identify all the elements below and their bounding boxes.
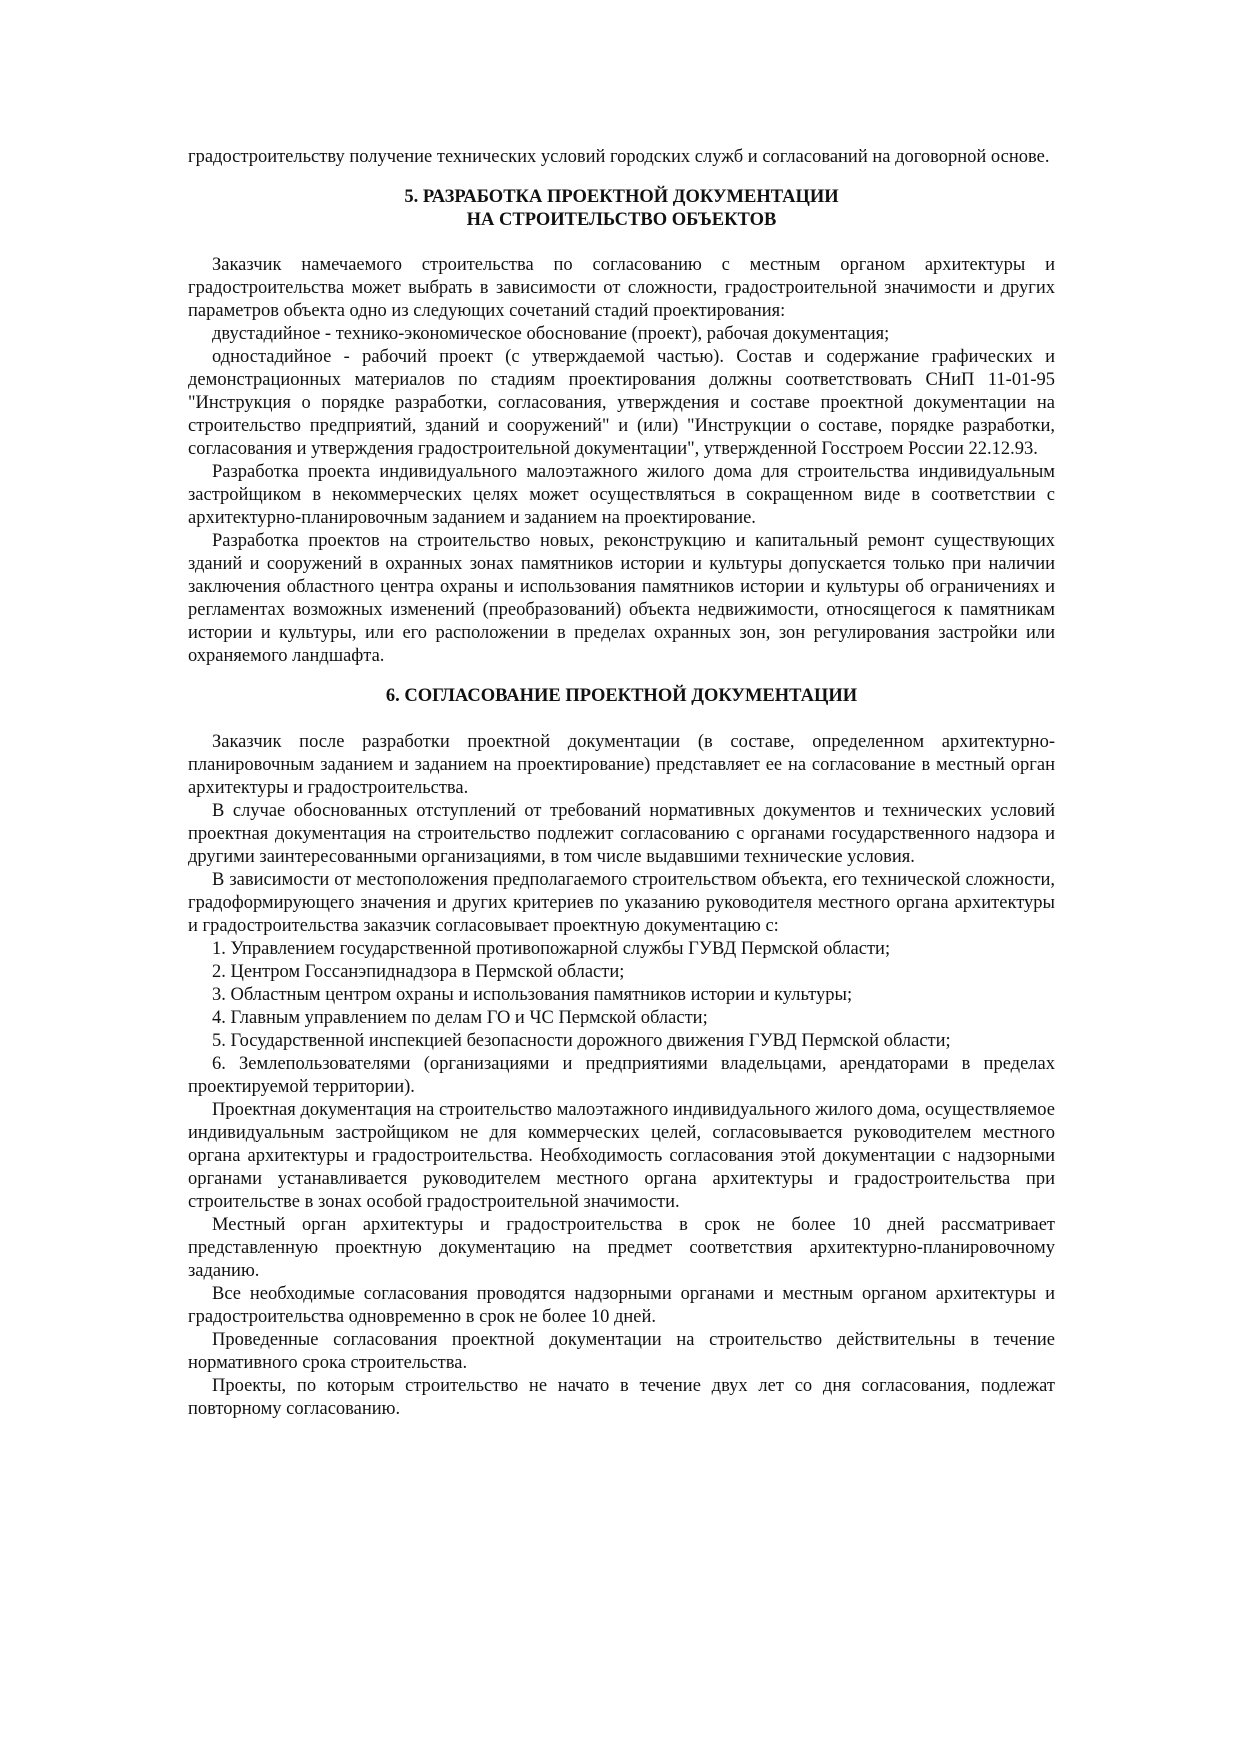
paragraph: двустадийное - технико-экономическое обоснование (проект), рабочая документация; xyxy=(212,324,890,344)
paragraph: Проекты, по которым строительство не начато в течение двух лет со дня согласования, подлежат повторному согласованию. xyxy=(188,1376,1055,1419)
paragraph: В зависимости от местоположения предполагаемого строительством объекта, его технической сложности, градоформирующего значения и других критериев по указанию руководителя местного органа архитектуры и градостроительства заказчик согласовывает проектную документацию с: xyxy=(188,870,1055,936)
paragraph: одностадийное - рабочий проект (с утверждаемой частью). Состав и содержание графических и демонстрационных материалов по стадиям проектирования должны соответствовать СНиП 11-01-95 "Инструкция о порядке разработки, согласования, утверждения и составе проектной документации на строительство предприятий, зданий и сооружений" и (или) "Инструкции о составе, порядке разработки, согласования и утверждения градостроительной документации", утвержденной Госстроем России 22.12.93. xyxy=(188,347,1055,459)
paragraph: Проведенные согласования проектной документации на строительство действительны в течение нормативного срока строительства. xyxy=(188,1330,1055,1373)
paragraph: Разработка проекта индивидуального малоэтажного жилого дома для строительства индивидуальным застройщиком в некоммерческих целях может осуществляться в сокращенном виде в соответствии с архитектурно-планировочным заданием и заданием на проектирование. xyxy=(188,462,1055,528)
list-item: 1. Управлением государственной противопожарной службы ГУВД Пермской области; xyxy=(212,939,891,959)
paragraph: Проектная документация на строительство малоэтажного индивидуального жилого дома, осуществляемое индивидуальным застройщиком не для коммерческих целей, согласовывается руководителем местного органа архитектуры и градостроительства. Необходимость согласования этой документации с надзорными органами устанавливается руководителем местного органа архитектуры и градостроительства при строительстве в зонах особой градостроительной значимости. xyxy=(188,1100,1055,1212)
section-6-title: 6. СОГЛАСОВАНИЕ ПРОЕКТНОЙ ДОКУМЕНТАЦИИ xyxy=(385,686,858,706)
list-item: 3. Областным центром охраны и использования памятников истории и культуры; xyxy=(212,985,853,1005)
section-5-title-line-2: НА СТРОИТЕЛЬСТВО ОБЪЕКТОВ xyxy=(466,210,777,230)
section-5-heading xyxy=(188,186,1055,232)
intro-paragraph: градостроительству получение технических условий городских служб и согласований на договорной основе. xyxy=(188,147,1050,167)
paragraph: Заказчик намечаемого строительства по согласованию с местным органом архитектуры и градостроительства может выбрать в зависимости от сложности, градостроительной значимости и других параметров объекта одно из следующих сочетаний стадий проектирования: xyxy=(188,255,1055,321)
list-item: 4. Главным управлением по делам ГО и ЧС Пермской области; xyxy=(212,1008,708,1028)
paragraph: Разработка проектов на строительство новых, реконструкцию и капитальный ремонт существующих зданий и сооружений в охранных зонах памятников истории и культуры допускается только при наличии заключения областного центра охраны и использования памятников истории и культуры об ограничениях и регламентах возможных изменений (преобразований) объекта недвижимости, относящегося к памятникам истории и культуры, или его расположении в пределах охранных зон, зон регулирования застройки или охраняемого ландшафта. xyxy=(188,531,1055,666)
list-item: 2. Центром Госсанэпиднадзора в Пермской области; xyxy=(212,962,625,982)
document-page xyxy=(188,146,1055,1421)
list-item: 5. Государственной инспекцией безопасности дорожного движения ГУВД Пермской области; xyxy=(212,1031,951,1051)
section-5-title-line-1: 5. РАЗРАБОТКА ПРОЕКТНОЙ ДОКУМЕНТАЦИИ xyxy=(404,187,839,207)
section-6-body xyxy=(188,731,1055,1421)
list-item: 6. Землепользователями (организациями и предприятиями владельцами, арендаторами в пределах проектируемой территории). xyxy=(188,1054,1055,1097)
paragraph: Заказчик после разработки проектной документации (в составе, определенном архитектурно-планировочным заданием и заданием на проектирование) представляет ее на согласование в местный орган архитектуры и градостроительства. xyxy=(188,732,1055,798)
section-6-heading xyxy=(188,685,1055,708)
section-5-body xyxy=(188,254,1055,668)
paragraph: В случае обоснованных отступлений от требований нормативных документов и технических условий проектная документация на строительство подлежит согласованию с органами государственного надзора и другими заинтересованными организациями, в том числе выдавшими технические условия. xyxy=(188,801,1055,867)
paragraph: Все необходимые согласования проводятся надзорными органами и местным органом архитектуры и градостроительства одновременно в срок не более 10 дней. xyxy=(188,1284,1055,1327)
paragraph: Местный орган архитектуры и градостроительства в срок не более 10 дней рассматривает представленную проектную документацию на предмет соответствия архитектурно-планировочному заданию. xyxy=(188,1215,1055,1281)
